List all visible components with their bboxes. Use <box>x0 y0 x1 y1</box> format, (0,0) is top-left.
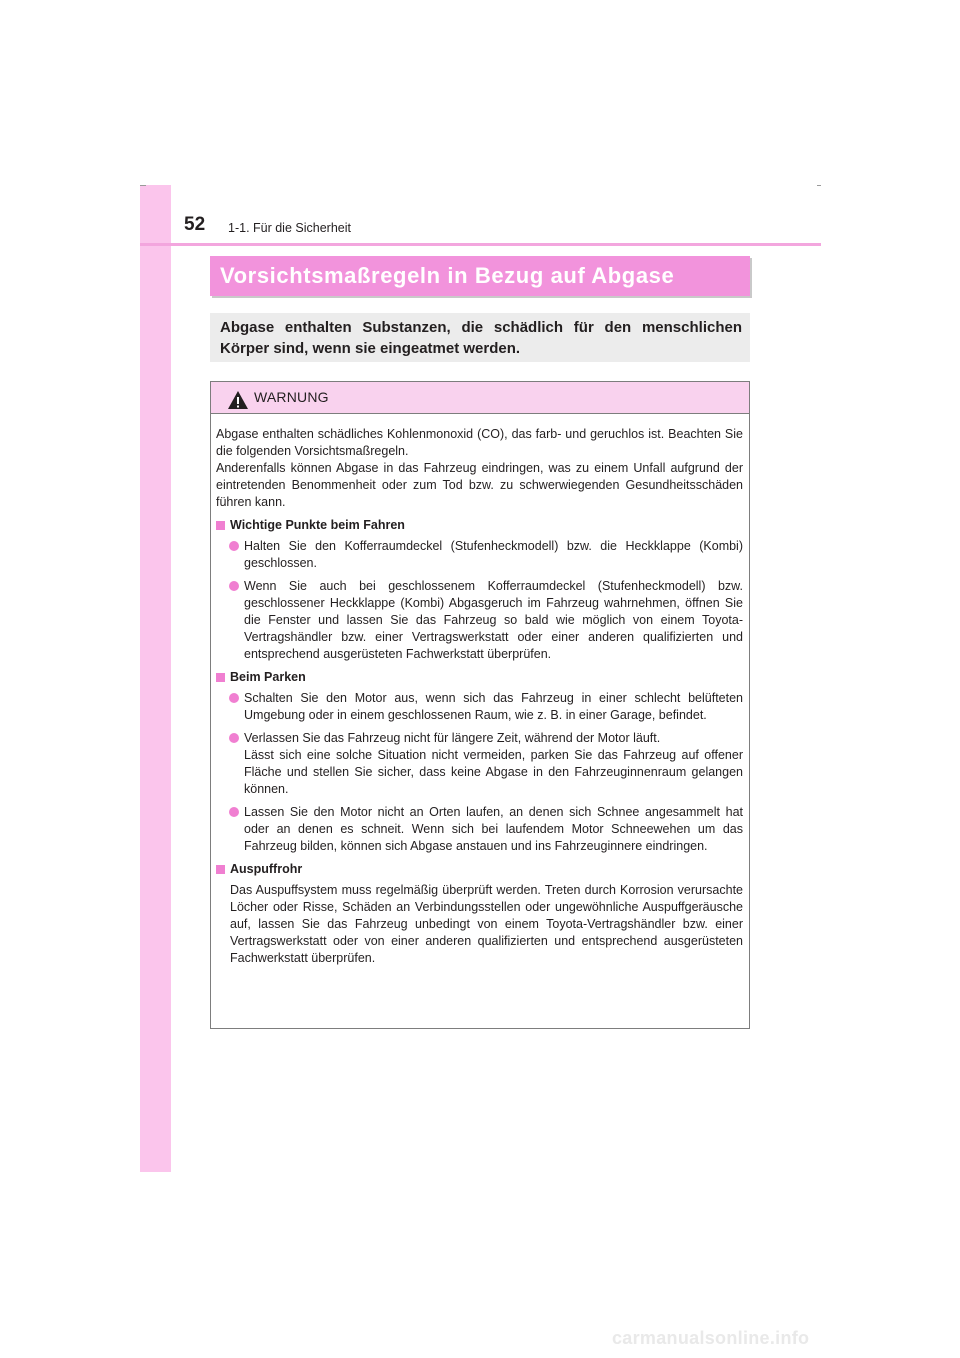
crop-mark-left <box>140 185 146 186</box>
warning-box <box>210 381 750 1029</box>
bullet-dot-icon <box>229 733 239 743</box>
list-item: Wenn Sie auch bei geschlossenem Kofferraumdeckel (Stufenheckmodell) bzw. geschlossener Heckklappe (Kombi) Abgasgeruch im Fahrzeug wahrnehmen, öffnen Sie die Fenster und lassen Sie das Fahrzeug so bald wie möglich von einem Toyota-Vertragshändler bzw. einer Vertragswerkstatt oder einer anderen qualifizierten und entsprechend ausgerüsteten Fachwerkstatt überprüfen. <box>216 578 743 663</box>
intro-box: Abgase enthalten Substanzen, die schädlich für den menschlichen Körper sind, wenn sie eingeatmet werden. <box>210 313 750 362</box>
section-parking <box>216 669 743 855</box>
square-bullet-icon <box>216 673 225 682</box>
section-driving <box>216 517 743 663</box>
bullet-dot-icon <box>229 581 239 591</box>
crop-mark-right <box>817 185 821 186</box>
chapter-title: 1-1. Für die Sicherheit <box>228 221 351 235</box>
warning-body <box>211 414 749 967</box>
bullet-dot-icon <box>229 693 239 703</box>
page-number: 52 <box>184 214 206 235</box>
list-item: Halten Sie den Kofferraumdeckel (Stufenheckmodell) bzw. die Heckklappe (Kombi) geschlossen. <box>216 538 743 572</box>
warning-label: WARNUNG <box>254 389 329 405</box>
exhaust-text: Das Auspuffsystem muss regelmäßig überprüft werden. Treten durch Korrosion verursachte Löcher oder Risse, Schäden an Verbindungsstellen oder ungewöhnliche Auspuffgeräusche auf, lassen Sie das Fahrzeug unbedingt von einem Toyota-Vertragshändler bzw. einer Vertragswerkstatt oder von einer anderen qualifizierten und entsprechend ausgerüsteten Fachwerkstatt überprüfen. <box>230 883 743 965</box>
list-item: Verlassen Sie das Fahrzeug nicht für längere Zeit, während der Motor läuft. Lässt sich eine solche Situation nicht vermeiden, parken Sie das Fahrzeug auf offener Fläche und stellen Sie sicher, dass keine Abgase in den Fahrzeuginnenraum gelangen können. <box>216 730 743 798</box>
warning-triangle-icon <box>227 390 249 410</box>
side-color-band <box>140 185 171 1172</box>
square-bullet-icon <box>216 865 225 874</box>
warning-header <box>211 382 749 414</box>
section-title: Vorsichtsmaßregeln in Bezug auf Abgase <box>210 256 750 296</box>
square-bullet-icon <box>216 521 225 530</box>
list-item: Schalten Sie den Motor aus, wenn sich das Fahrzeug in einer schlecht belüfteten Umgebung oder in einem geschlossenen Raum, wie z. B. in einer Garage, befindet. <box>216 690 743 724</box>
section-exhaust <box>216 861 743 967</box>
warning-intro-1: Abgase enthalten schädliches Kohlenmonoxid (CO), das farb- und geruchlos ist. Beachten Sie die folgenden Vorsichtsmaßregeln. <box>216 427 743 458</box>
watermark: carmanualsonline.info <box>612 1328 810 1348</box>
header-rule <box>140 243 821 246</box>
section-title-driving: Wichtige Punkte beim Fahren <box>216 517 743 534</box>
section-title-parking: Beim Parken <box>216 669 743 686</box>
list-item: Lassen Sie den Motor nicht an Orten laufen, an denen sich Schnee angesammelt hat oder an denen es schneit. Wenn sich bei laufendem Motor Schneewehen um das Fahrzeug bilden, können sich Abgase anstauen und ins Fahrzeuginnere eindringen. <box>216 804 743 855</box>
bullet-dot-icon <box>229 541 239 551</box>
bullet-dot-icon <box>229 807 239 817</box>
section-title-exhaust: Auspuffrohr <box>216 861 743 878</box>
warning-intro-2: Anderenfalls können Abgase in das Fahrzeug eindringen, was zu einem Unfall aufgrund der eintretenden Benommenheit oder zum Tod bzw. zu schwerwiegenden Gesundheitsschäden führen kann. <box>216 461 743 509</box>
